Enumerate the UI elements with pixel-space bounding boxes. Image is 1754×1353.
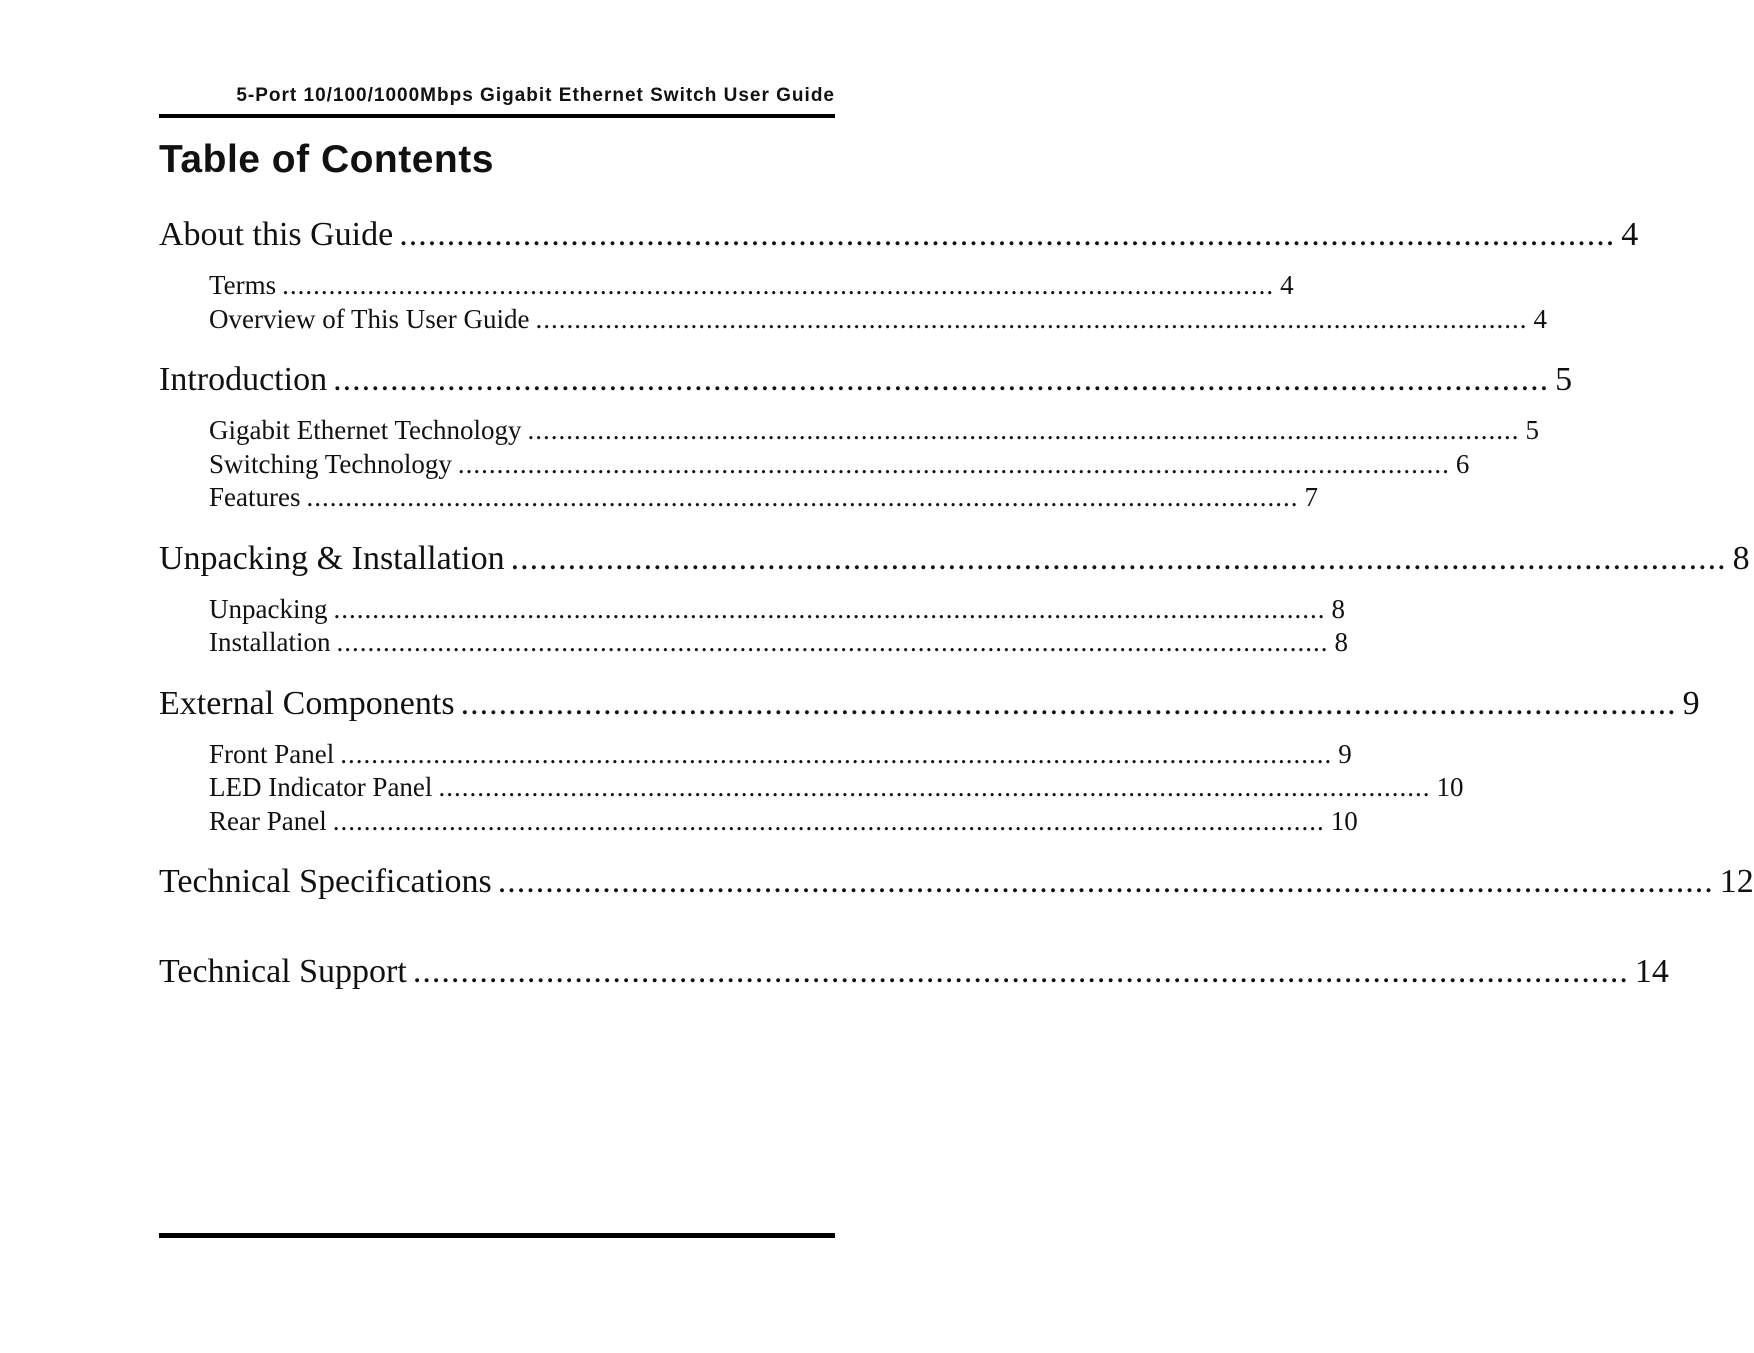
toc-page-number: 5: [1555, 361, 1573, 398]
toc-subentry-unpacking[interactable]: [209, 593, 1345, 627]
dot-leader: ................................................................................................................................: [333, 361, 1550, 398]
toc-entry-introduction[interactable]: [159, 355, 1573, 405]
table-of-contents: [159, 210, 1754, 997]
toc-subentry-label: Features: [209, 482, 301, 512]
toc-subentry-gigabit-ethernet[interactable]: [209, 414, 1540, 448]
toc-subentry-label: Gigabit Ethernet Technology: [209, 415, 522, 445]
toc-subentry-label: LED Indicator Panel: [209, 772, 433, 802]
toc-page-number: 14: [1634, 953, 1669, 990]
toc-page-number: 8: [1334, 627, 1348, 657]
dot-leader: ................................................................................................................................: [332, 805, 1325, 836]
toc-page-number: 9: [1338, 738, 1352, 769]
toc-section: [159, 857, 1754, 907]
dot-leader: ................................................................................................................................: [340, 738, 1333, 769]
dot-leader: ................................................................................................................................: [282, 270, 1275, 300]
dot-leader: ................................................................................................................................: [399, 216, 1616, 253]
toc-subentry-label: Switching Technology: [209, 448, 452, 479]
page-title: Table of Contents: [159, 138, 494, 181]
dot-leader: ................................................................................................................................: [497, 863, 1714, 900]
toc-entry-unpacking-installation[interactable]: [159, 534, 1750, 584]
toc-entry-external-components[interactable]: [159, 679, 1700, 729]
toc-page-number: 8: [1331, 593, 1345, 624]
running-header: 5-Port 10/100/1000Mbps Gigabit Ethernet Switch User Guide: [236, 85, 835, 106]
toc-page-number: 8: [1732, 539, 1750, 577]
dot-leader: ................................................................................................................................: [535, 303, 1528, 334]
header-rule: [159, 114, 835, 118]
dot-leader: ................................................................................................................................: [306, 482, 1299, 512]
toc-page-number: 12: [1719, 863, 1754, 900]
dot-leader: ................................................................................................................................: [457, 448, 1450, 479]
toc-page-number: 4: [1621, 216, 1639, 253]
toc-page-number: 4: [1533, 303, 1547, 334]
toc-subentry-label: Front Panel: [209, 738, 335, 769]
toc-entry-label: About this Guide: [159, 216, 394, 253]
toc-entry-label: Introduction: [159, 361, 328, 398]
toc-page-number: 10: [1330, 805, 1358, 836]
dot-leader: ................................................................................................................................: [412, 953, 1629, 990]
toc-page-number: 10: [1436, 772, 1464, 802]
dot-leader: ................................................................................................................................: [336, 627, 1329, 657]
toc-page-number: 6: [1455, 448, 1470, 479]
toc-subentry-terms[interactable]: [209, 269, 1294, 303]
toc-section: [159, 355, 1573, 515]
toc-subentry-switching[interactable]: [209, 448, 1470, 482]
toc-subentry-overview[interactable]: [209, 303, 1547, 337]
toc-section: [159, 947, 1669, 997]
dot-leader: ................................................................................................................................: [510, 539, 1727, 577]
toc-subentry-installation[interactable]: [209, 626, 1348, 660]
toc-subentry-label: Terms: [209, 270, 277, 300]
toc-entry-label: Unpacking & Installation: [159, 539, 505, 577]
toc-page-number: 9: [1682, 684, 1700, 722]
toc-subentry-front-panel[interactable]: [209, 738, 1352, 772]
toc-subentry-led-indicator-panel[interactable]: [209, 771, 1464, 805]
toc-section: [159, 534, 1750, 660]
dot-leader: ................................................................................................................................: [460, 684, 1677, 722]
toc-entry-label: Technical Specifications: [159, 863, 492, 900]
dot-leader: ................................................................................................................................: [527, 415, 1520, 445]
toc-entry-about-this-guide[interactable]: [159, 210, 1639, 260]
toc-page-number: 7: [1304, 482, 1318, 512]
toc-entry-label: External Components: [159, 684, 455, 722]
toc-entry-technical-specifications[interactable]: [159, 857, 1754, 907]
toc-subentry-label: Overview of This User Guide: [209, 303, 530, 334]
toc-subentry-features[interactable]: [209, 481, 1318, 515]
toc-subentry-label: Installation: [209, 627, 331, 657]
toc-section: [159, 210, 1639, 336]
footer-rule: [159, 1233, 835, 1238]
toc-section: [159, 679, 1700, 839]
toc-subentry-rear-panel[interactable]: [209, 805, 1358, 839]
toc-entry-label: Technical Support: [159, 953, 407, 990]
toc-page-number: 4: [1280, 270, 1294, 300]
toc-page-number: 5: [1525, 415, 1540, 445]
toc-entry-technical-support[interactable]: [159, 947, 1669, 997]
dot-leader: ................................................................................................................................: [333, 593, 1326, 624]
toc-subentry-label: Unpacking: [209, 593, 328, 624]
toc-subentry-label: Rear Panel: [209, 805, 327, 836]
dot-leader: ................................................................................................................................: [438, 772, 1431, 802]
